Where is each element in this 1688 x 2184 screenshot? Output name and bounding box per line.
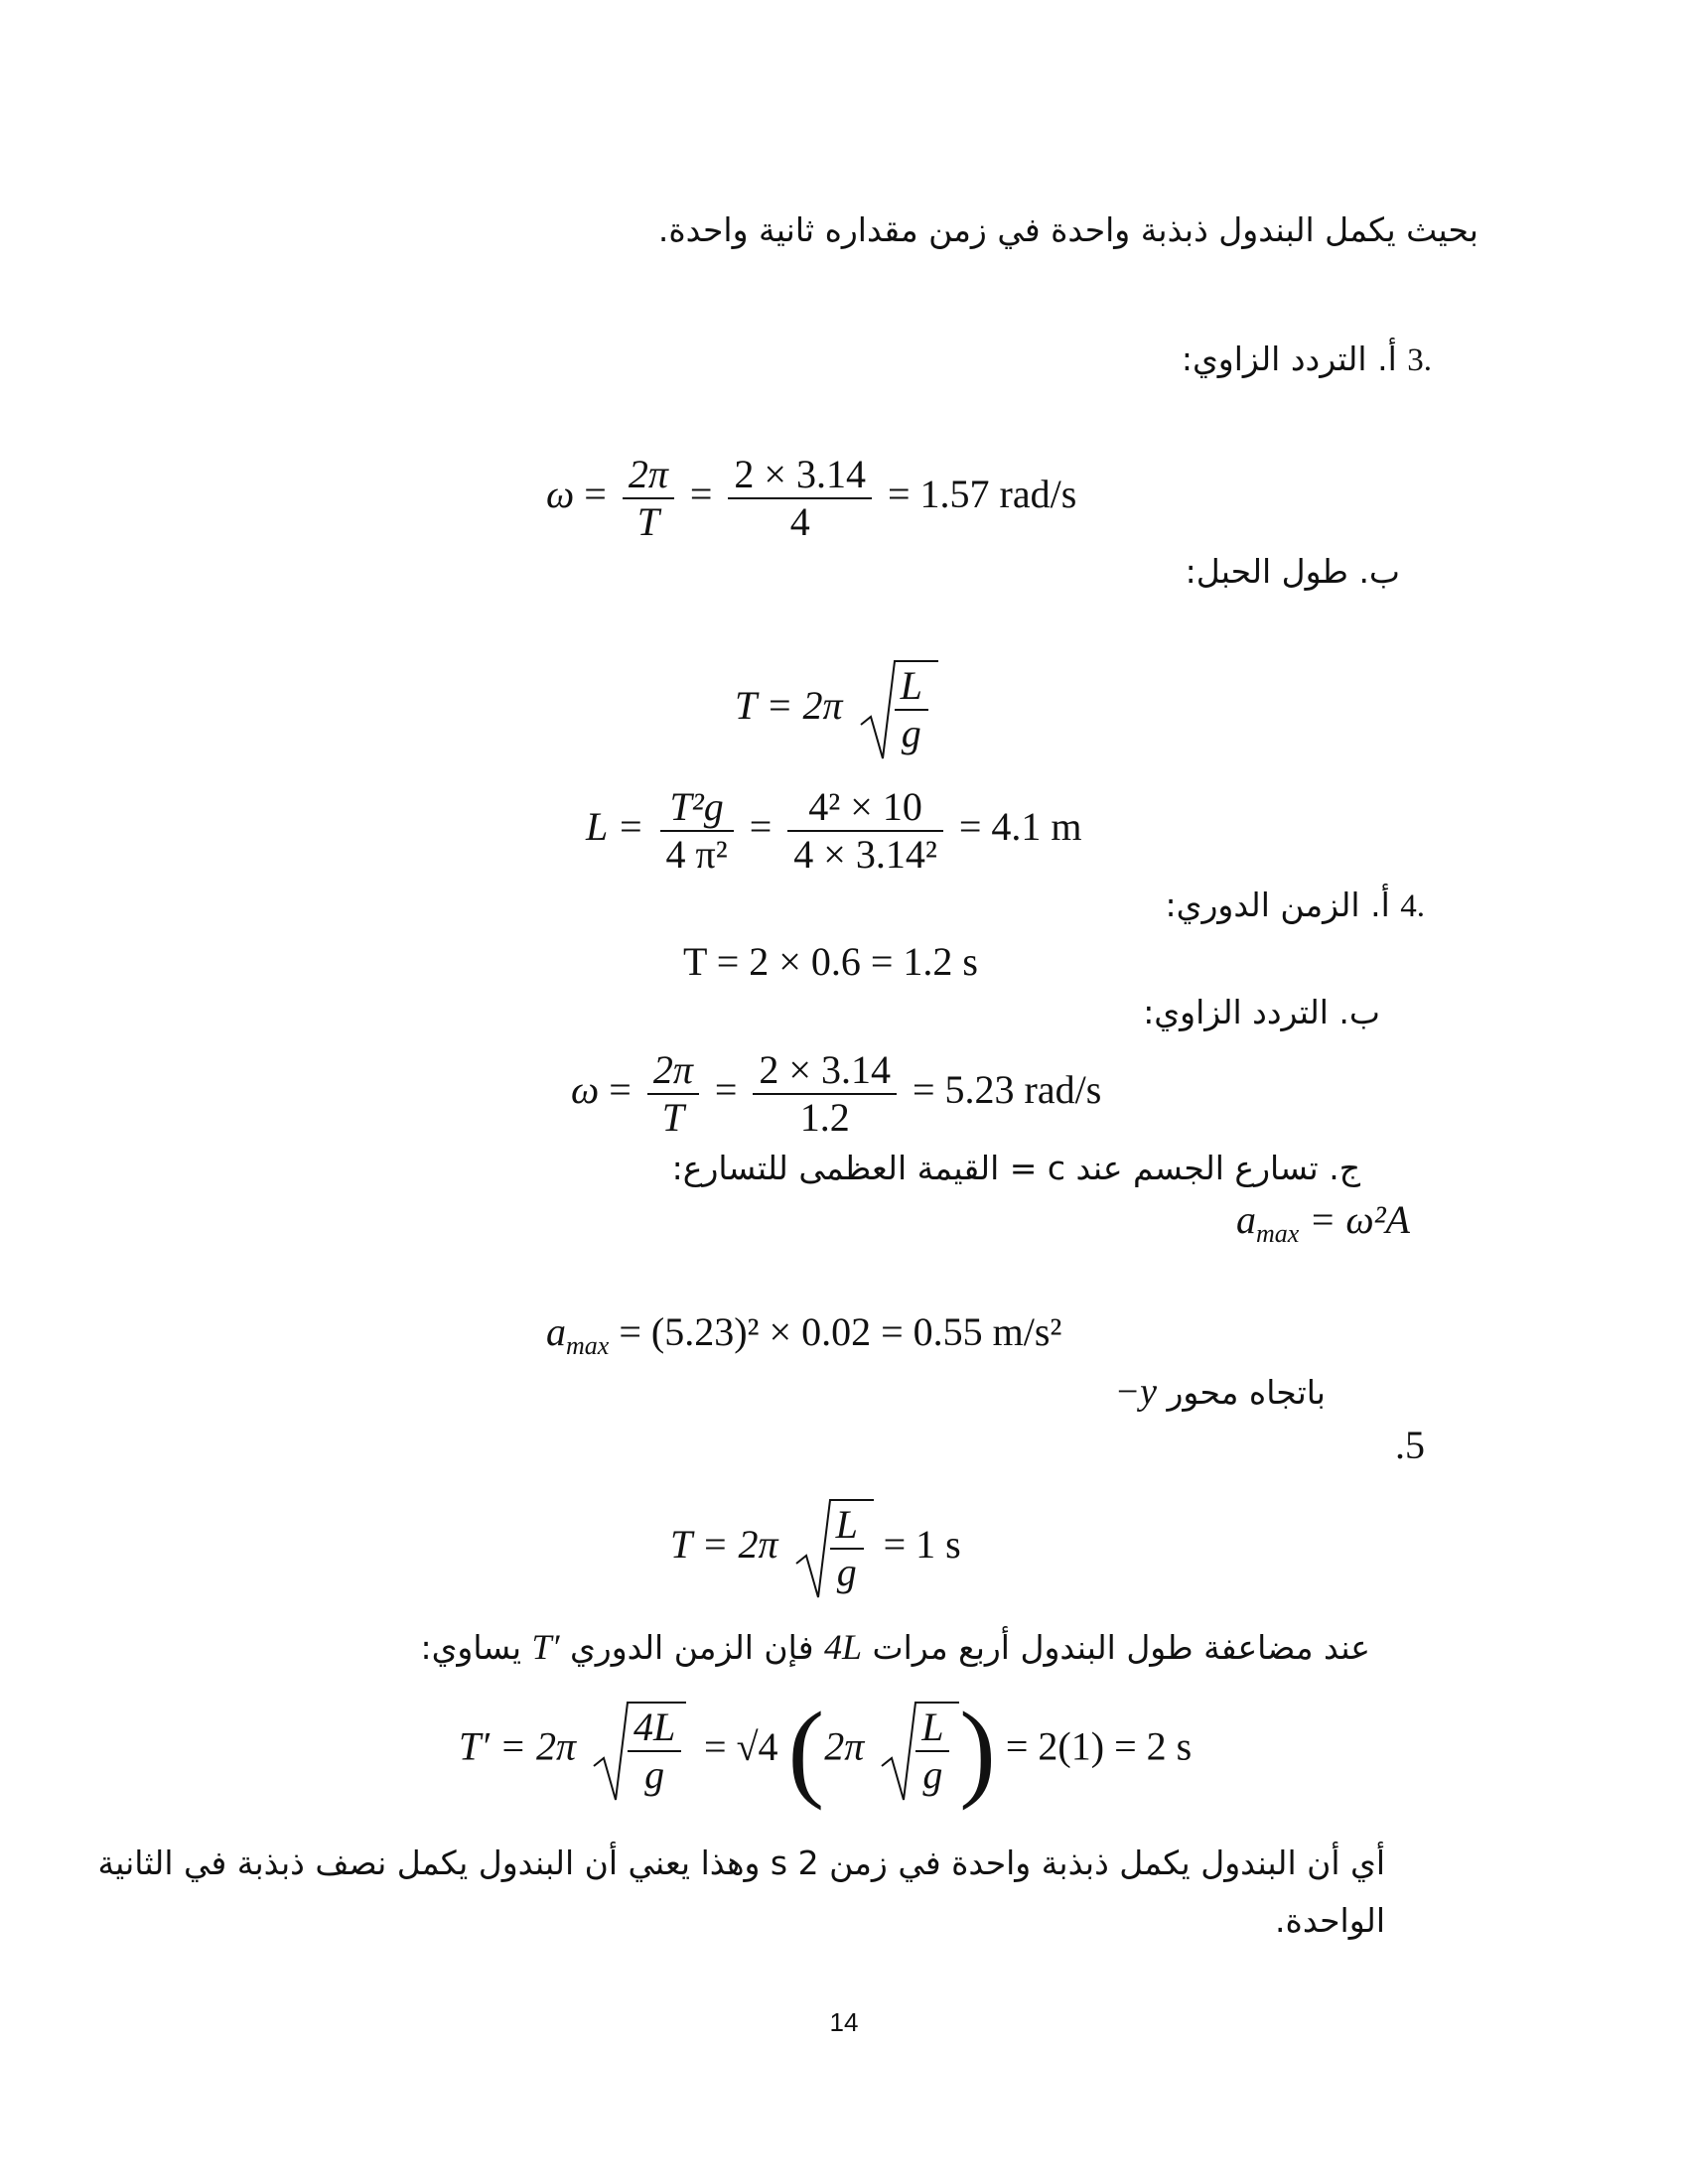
q4-amax-calculation: $a_{max} = (5.23)^2 \times 0.02 = 0.55$ m/s² [546, 1309, 1062, 1360]
period-lhs: T = 2π [735, 683, 843, 729]
q4-direction [1114, 1370, 1326, 1414]
fraction-value: $\frac{2 \times 3.14}{4}$ [728, 452, 872, 545]
q3-part-b-label: ب. طول الحبل: [1185, 552, 1400, 591]
q4-part-b-label: ب. التردد الزاوي: [1143, 993, 1380, 1031]
square-root-4: $\frac{L}{g}$ [880, 1697, 959, 1806]
page-number: 14 [829, 2007, 859, 2037]
q3-period-formula [735, 655, 938, 764]
omega-symbol: ω [546, 472, 575, 517]
omega-result: = 1.57 rad/s [887, 472, 1077, 517]
q4-part-a-label: أ. الزمن الدوري: [1165, 886, 1390, 924]
length-lhs: L = [586, 804, 644, 850]
fraction-2pi-over-T-2: $\frac{2\pi}{T}$ [647, 1047, 699, 1141]
q5-period-formula: T = 2π $\frac{L}{g}$ = 1 s [670, 1494, 961, 1603]
q5-statement: عند مضاعفة طول البندول أربع مرات 4L فإن الزمن الدوري T′ يساوي: [420, 1627, 1370, 1667]
fraction-T2g: $\frac{\text{T²g}}{\text{4 π²}}$ [660, 784, 734, 878]
square-root: $\frac{L}{g}$ [859, 655, 938, 764]
square-root-2: $\frac{L}{g}$ [794, 1494, 874, 1603]
omega-symbol-2: ω [571, 1067, 600, 1113]
fraction-value-2: $\frac{2 \times 3.14}{1.2}$ [753, 1047, 897, 1141]
q4-omega-equation: ω = $\frac{2\pi}{T}$ = $\frac{2 \times 3.14}{1.2}$ = 5.23 rad/s [571, 1047, 1102, 1140]
q3-number: 3. [1407, 342, 1432, 378]
square-root-3: $\frac{4L}{g}$ [592, 1697, 686, 1806]
q5-conclusion-line1: أي أن البندول يكمل ذبذبة واحدة في زمن 2 s وهذا يعني أن البندول يكمل نصف ذبذبة في الثانية [97, 1843, 1385, 1882]
q4-part-c-label: ج. تسارع الجسم عند c = القيمة العظمى للتسارع: [671, 1149, 1360, 1187]
fraction-2pi-over-T: $\frac{2\pi}{T}$ [623, 452, 674, 545]
q3-part-a-heading [1182, 340, 1432, 379]
q5-new-period-equation: T′ = 2π $\frac{4L}{g}$ = √4 (2π $\frac{L}{g}$ ) = 2(1) = 2 s [459, 1690, 1193, 1811]
length-result: = 4.1 m [958, 804, 1082, 850]
direction-text: باتجاه محور [1167, 1373, 1326, 1412]
fraction-length-values: $\frac{\text{4² × 10}}{\text{4 × 3.14²}}$ [787, 784, 943, 878]
q4-period: T = 2 × 0.6 = 1.2 s [683, 939, 978, 984]
q4-number: 4. [1400, 888, 1425, 924]
direction-axis: −y [1114, 1371, 1157, 1413]
q3-length-equation: L = $\frac{\text{T²g}}{\text{4 π²}}$ = $\frac{\text{4² × 10}}{\text{4 × 3.14²}}$ = 4.1 m [586, 784, 1082, 877]
intro-line: بحيث يكمل البندول ذبذبة واحدة في زمن مقداره ثانية واحدة. [657, 210, 1478, 249]
q4-amax-formula: $a_{max} = \omega^2A$ [1236, 1197, 1410, 1248]
q5-number: .5 [1395, 1423, 1425, 1467]
q5-conclusion-line2: الواحدة. [1275, 1901, 1385, 1940]
q4-part-a-heading [1166, 886, 1425, 925]
q3-omega-equation: ω = $\frac{2\pi}{T}$ = $\frac{2 \times 3.14}{4}$ = 1.57 rad/s [546, 452, 1077, 544]
q3-part-a-label: أ. التردد الزاوي: [1181, 340, 1397, 378]
omega-result-2: = 5.23 rad/s [912, 1067, 1102, 1113]
